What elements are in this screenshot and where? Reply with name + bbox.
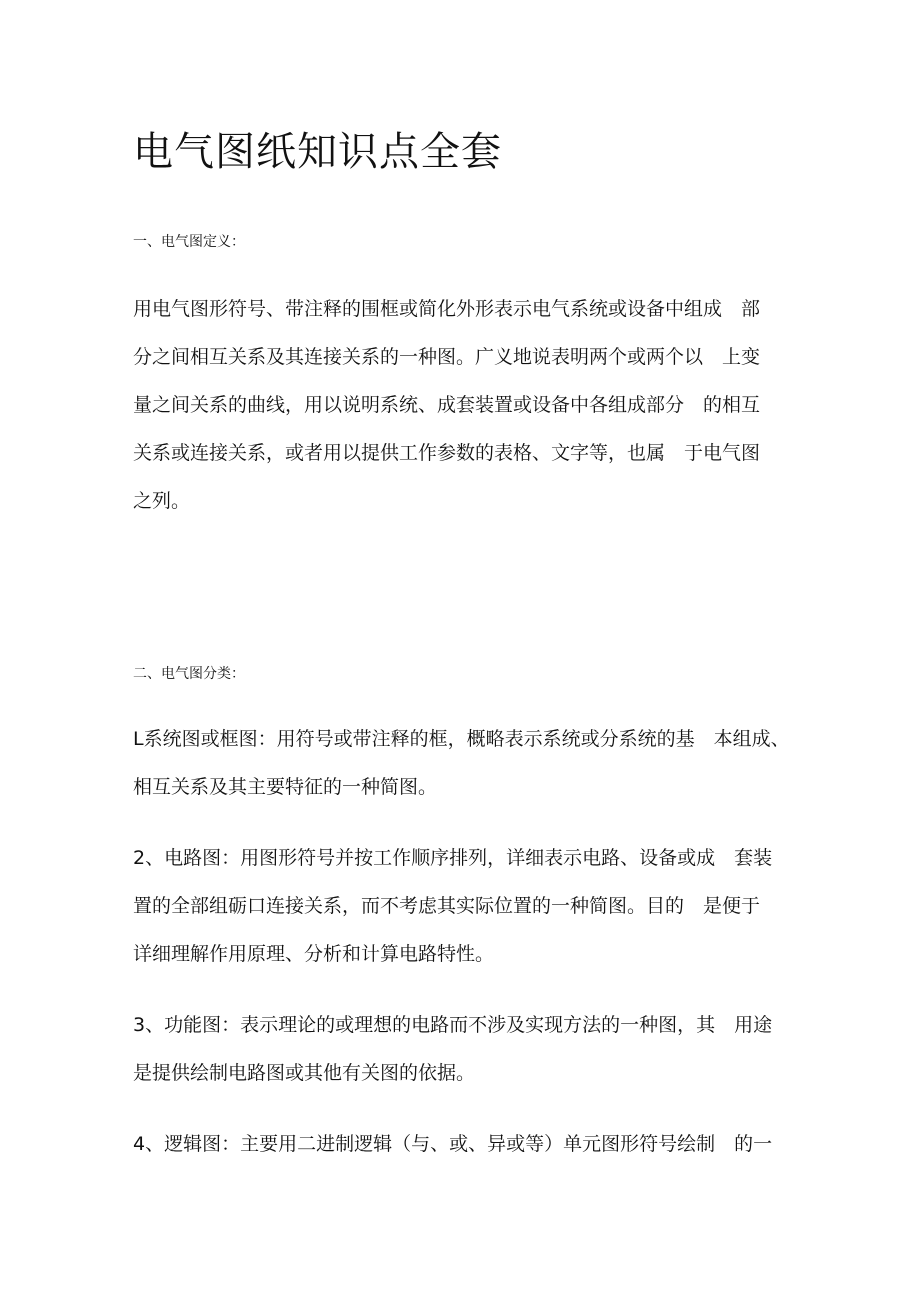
section-heading-classification: 二、电气图分类： — [133, 666, 245, 682]
classification-item-logic-diagram — [133, 1120, 813, 1168]
document-title: 电气图纸知识点全套 — [133, 129, 502, 175]
section-heading-definition: 一、电气图定义： — [133, 234, 245, 250]
paragraph-line: 4、逻辑图：主要用二进制逻辑（与、或、异或等）单元图形符号绘制 的一 — [133, 1133, 773, 1155]
paragraph-line: 关系或连接关系，或者用以提供工作参数的表格、文字等，也属 于电气图 — [133, 442, 761, 464]
classification-item-function-diagram — [133, 1001, 813, 1097]
paragraph-line: 详细理解作用原理、分析和计算电路特性。 — [133, 943, 495, 965]
paragraph-line: 分之间相互关系及其连接关系的一种图。广义地说表明两个或两个以 上变 — [133, 346, 761, 368]
classification-item-circuit-diagram — [133, 834, 813, 978]
paragraph-line: 3、功能图：表示理论的或理想的电路而不涉及实现方法的一种图，其 用途 — [133, 1014, 773, 1036]
paragraph-line: 量之间关系的曲线，用以说明系统、成套装置或设备中各组成部分 的相互 — [133, 394, 761, 416]
paragraph-line: 是提供绘制电路图或其他有关图的依据。 — [133, 1062, 476, 1084]
paragraph-line: 置的全部组砺口连接关系，而不考虑其实际位置的一种简图。目的 是便于 — [133, 895, 761, 917]
paragraph-line: L系统图或框图：用符号或带注释的框，概略表示系统或分系统的基 本组成、 — [133, 728, 790, 750]
classification-item-system-diagram — [133, 715, 813, 811]
paragraph-line: 之列。 — [133, 490, 191, 512]
definition-paragraph — [133, 285, 813, 525]
paragraph-line: 相互关系及其主要特征的一种简图。 — [133, 776, 438, 798]
paragraph-line: 2、电路图：用图形符号并按工作顺序排列，详细表示电路、设备或成 套装 — [133, 847, 773, 869]
paragraph-line: 用电气图形符号、带注释的围框或简化外形表示电气系统或设备中组成 部 — [133, 298, 761, 320]
